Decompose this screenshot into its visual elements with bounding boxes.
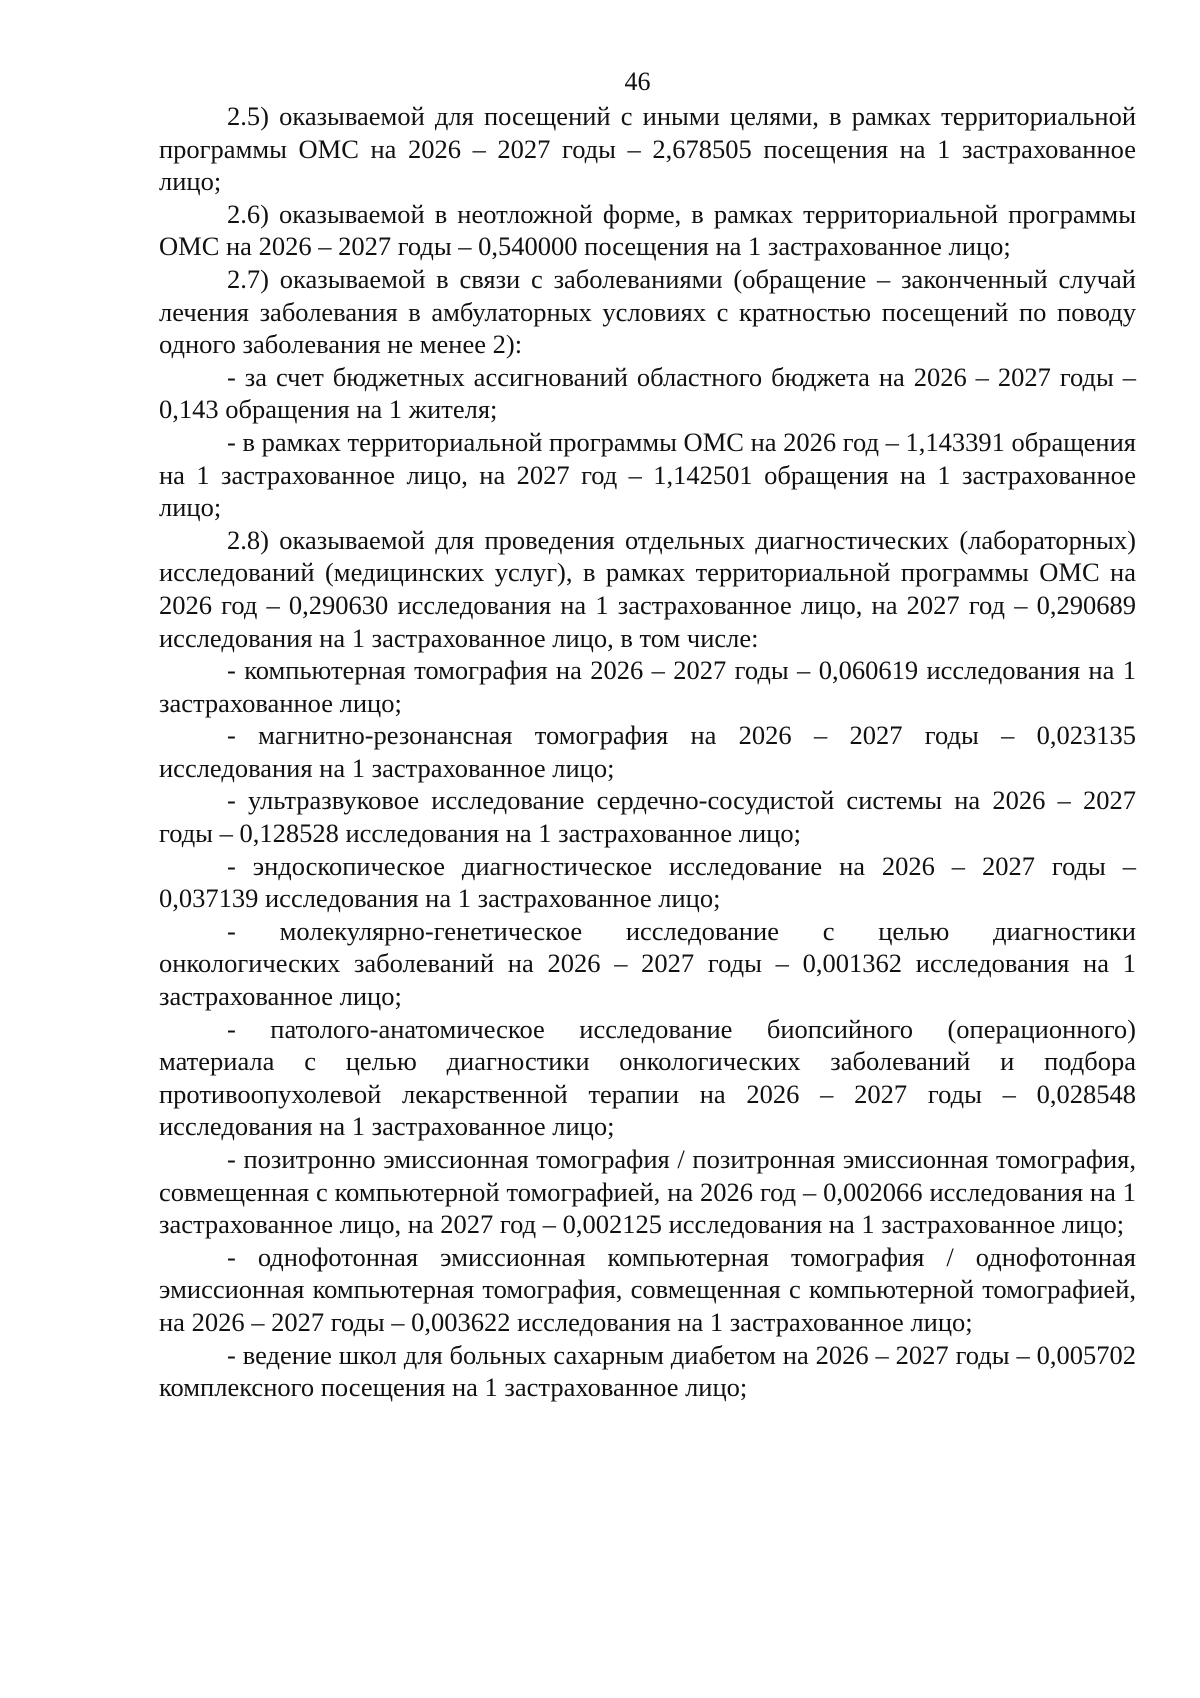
list-item-endoscopy: - эндоскопическое диагностическое исследование на 2026 – 2027 годы – 0,037139 исследования на 1 застрахованное лицо; [159,850,1136,914]
list-item-pathology: - патолого-анатомическое исследование биопсийного (операционного) материала с целью диагностики онкологических заболеваний и подбора противоопухолевой лекарственной терапии на 2026 – 2027 годы – 0,028548 исследования на 1 застрахованное лицо; [159,1013,1136,1142]
paragraph-2-6: 2.6) оказываемой в неотложной форме, в рамках территориальной программы ОМС на 2026 – 2027 годы – 0,540000 посещения на 1 застрахованное лицо; [159,198,1136,262]
list-item-oms-program: - в рамках территориальной программы ОМС на 2026 год – 1,143391 обращения на 1 застрахованное лицо, на 2027 год – 1,142501 обращения на 1 застрахованное лицо; [159,426,1136,523]
paragraph-2-7: 2.7) оказываемой в связи с заболеваниями (обращение – законченный случай лечения заболевания в амбулаторных условиях с кратностью посещений по поводу одного заболевания не менее 2): [159,263,1136,360]
list-item-computed-tomography: - компьютерная томография на 2026 – 2027 годы – 0,060619 исследования на 1 застрахованное лицо; [159,655,1136,718]
list-item-budget-funding: - за счет бюджетных ассигнований областного бюджета на 2026 – 2027 годы – 0,143 обращения на 1 жителя; [159,361,1136,425]
document-body [159,100,1136,1404]
list-item-pet-ct: - позитронно эмиссионная томография / позитронная эмиссионная томография, совмещенная с компьютерной томографией, на 2026 год – 0,002066 исследования на 1 застрахованное лицо, на 2027 год – 0,002125 исследования на 1 застрахованное лицо; [159,1144,1136,1240]
paragraph-2-8: 2.8) оказываемой для проведения отдельных диагностических (лабораторных) исследований (медицинских услуг), в рамках территориальной программы ОМС на 2026 год – 0,290630 исследования на 1 застрахованное лицо, на 2027 год – 0,290689 исследования на 1 застрахованное лицо, в том числе: [159,524,1136,653]
list-item-diabetes-schools: - ведение школ для больных сахарным диабетом на 2026 – 2027 годы – 0,005702 комплексного посещения на 1 застрахованное лицо; [159,1339,1136,1403]
list-item-cardio-ultrasound: - ультразвуковое исследование сердечно-сосудистой системы на 2026 – 2027 годы – 0,128528 исследования на 1 застрахованное лицо; [159,785,1136,849]
list-item-molecular-genetic: - молекулярно-генетическое исследование с целью диагностики онкологических заболеваний на 2026 – 2027 годы – 0,001362 исследования на 1 застрахованное лицо; [159,915,1136,1012]
page-number: 46 [624,67,651,96]
list-item-mri: - магнитно-резонансная томография на 2026 – 2027 годы – 0,023135 исследования на 1 застрахованное лицо; [159,720,1136,783]
paragraph-2-5: 2.5) оказываемой для посещений с иными целями, в рамках территориальной программы ОМС на 2026 – 2027 годы – 2,678505 посещения на 1 застрахованное лицо; [159,101,1136,197]
list-item-spect-ct: - однофотонная эмиссионная компьютерная томография / однофотонная эмиссионная компьютерная томография, совмещенная с компьютерной томографией, на 2026 – 2027 годы – 0,003622 исследования на 1 застрахованное лицо; [159,1241,1136,1337]
